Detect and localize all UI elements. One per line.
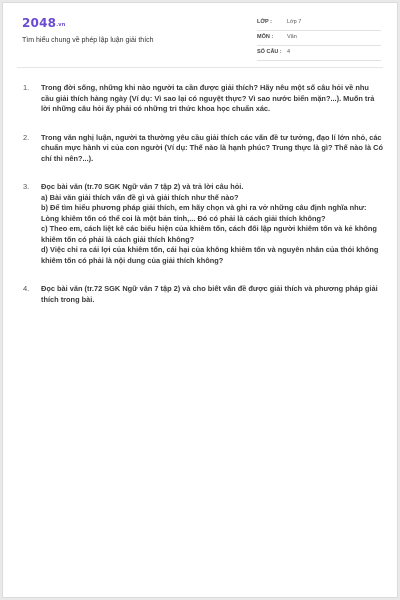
meta-row-subject: [257, 31, 381, 46]
question-list: [23, 83, 383, 323]
question-item: [23, 83, 383, 115]
meta-value: Văn: [287, 34, 297, 40]
question-item: [23, 182, 383, 266]
worksheet-page: [2, 2, 398, 598]
worksheet-header: [3, 3, 397, 65]
logo-text: 2048: [22, 16, 57, 30]
question-text: Trong đời sống, những khi nào người ta cần được giải thích? Hãy nêu một số câu hỏi về nhu cầu giải thích hàng ngày (Ví dụ: Vì sao lại có nguyệt thực? Vì sao nước biển mặn?...). Muốn trả lời những câu hỏi ấy phải có những tri thức khoa học chuẩn xác.: [41, 83, 375, 113]
question-item: [23, 284, 383, 305]
logo-suffix: .vn: [56, 22, 66, 28]
question-number: 1.: [23, 83, 30, 92]
question-item: [23, 133, 383, 165]
question-text: Đọc bài văn (tr.72 SGK Ngữ văn 7 tập 2) và cho biết vấn đề được giải thích và phương pháp giải thích trong bài.: [41, 284, 378, 304]
site-logo[interactable]: [22, 16, 66, 30]
header-divider: [17, 67, 383, 68]
question-text: Đọc bài văn (tr.70 SGK Ngữ văn 7 tập 2) và trả lời câu hỏi. a) Bài văn giải thích vấn đề gì và giải thích như thế nào? b) Để tìm hiểu phương pháp giải thích, em hãy chọn và ghi ra vở những câu định nghĩa như: Lòng khiêm tốn có thể coi là một bản tính,... Đó có phải là cách giải thích không? c) Theo em, cách liệt kê các biểu hiện của khiêm tốn, cách đối lập người khiêm tốn và kẻ không khiêm tốn có phải là cách giải thích không? d) Việc chỉ ra cái lợi của khiêm tốn, cái hại của không khiêm tốn và nguyên nhân của thói không khiêm tốn có phải là nội dung của giải thích không?: [41, 182, 379, 265]
meta-value: Lớp 7: [287, 19, 302, 25]
question-number: 4.: [23, 284, 30, 293]
meta-label: LỚP :: [257, 19, 272, 25]
meta-label: MÔN :: [257, 34, 274, 40]
meta-row-class: [257, 16, 381, 31]
meta-label: SỐ CÂU :: [257, 49, 282, 55]
question-text: Trong văn nghị luận, người ta thường yêu cầu giải thích các vấn đề tư tưởng, đạo lí lớn nhỏ, các chuẩn mực hành vi của con người (Ví dụ: Thế nào là hạnh phúc? Trung thực là gì? Thế nào là Có chí thì nên?...).: [41, 132, 384, 163]
document-title: Tìm hiểu chung về phép lập luận giải thích: [22, 37, 154, 44]
question-number: 3.: [23, 182, 30, 191]
question-number: 2.: [23, 132, 30, 142]
meta-row-count: [257, 46, 381, 61]
meta-info: [257, 16, 381, 61]
meta-value: 4: [287, 49, 291, 55]
